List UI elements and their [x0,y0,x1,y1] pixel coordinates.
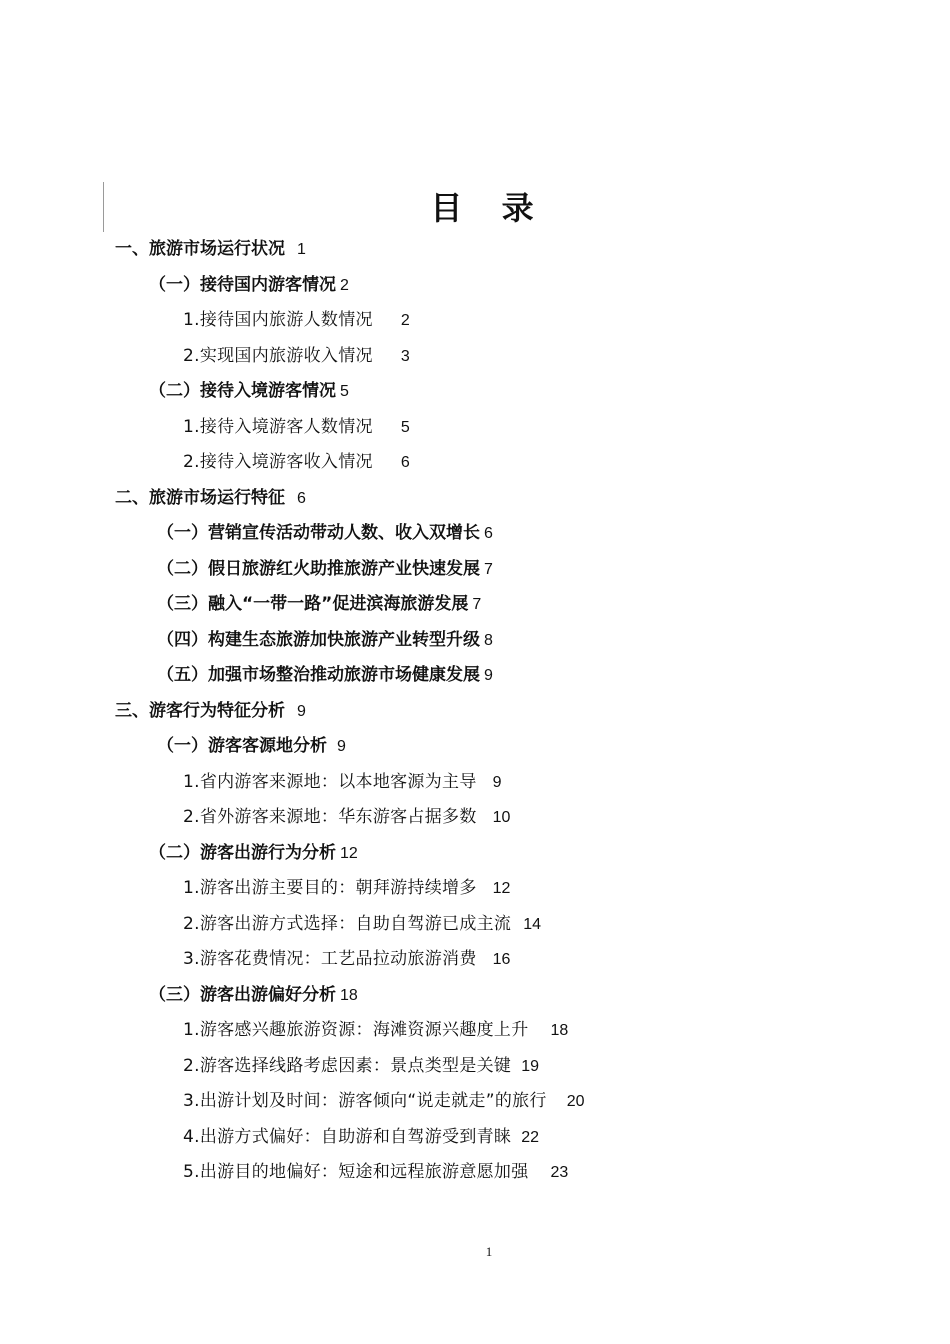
toc-entry-page: 9 [297,702,306,720]
toc-entry-page: 14 [523,915,542,933]
toc-entry-label: 1.接待国内旅游人数情况 [183,310,373,330]
toc-entry-label: 三、游客行为特征分析 [115,700,285,721]
toc-entry-page: 6 [297,489,306,507]
toc-entry-label: 一、旅游市场运行状况 [115,239,285,259]
toc-entry-label: 2.接待入境游客收入情况 [183,452,373,472]
toc-entry-label: 3.游客花费情况：工艺品拉动旅游消费 [183,949,477,969]
toc-entry-section-2[interactable] [0,481,950,517]
toc-entry-section-1-2-2[interactable] [0,445,950,481]
toc-entry-section-2-5[interactable] [0,658,950,694]
toc-entry-section-2-3[interactable] [0,587,950,623]
toc-entry-label: 3.出游计划及时间：游客倾向“说走就走”的旅行 [183,1091,547,1111]
toc-entry-page: 18 [340,986,358,1004]
toc-entry-section-3-2[interactable] [0,836,950,872]
toc-entry-section-3-3-5[interactable] [0,1155,950,1191]
toc-entry-page: 5 [400,418,410,436]
toc-entry-section-1[interactable] [0,232,950,268]
toc-entry-section-2-2[interactable] [0,552,950,588]
toc-entry-page: 8 [484,631,493,649]
toc-entry-label: 5.出游目的地偏好：短途和远程旅游意愿加强 [183,1162,529,1182]
toc-entry-page: 10 [492,809,511,826]
toc-entry-section-1-1[interactable] [0,268,950,304]
toc-entry-section-1-2-1[interactable] [0,410,950,446]
toc-entry-section-3-3-1[interactable] [0,1013,950,1049]
toc-entry-section-3-2-1[interactable] [0,871,950,907]
toc-title: 目 录 [430,189,548,227]
toc-entry-section-3-2-3[interactable] [0,942,950,978]
toc-entry-section-3-3-4[interactable] [0,1120,950,1156]
toc-entry-page: 6 [484,525,493,542]
toc-entry-section-3-1-1[interactable] [0,765,950,801]
toc-entry-label: 1.省内游客来源地：以本地客源为主导 [183,771,477,792]
toc-entry-section-3-3[interactable] [0,978,950,1014]
toc-entry-page: 1 [297,241,306,258]
toc-entry-page: 22 [521,1128,540,1146]
toc-entry-section-2-4[interactable] [0,623,950,659]
toc-entry-section-3-3-3[interactable] [0,1084,950,1120]
toc-entry-section-1-1-1[interactable] [0,303,950,339]
toc-entry-label: 2.实现国内旅游收入情况 [183,345,373,366]
toc-entry-section-3-1-2[interactable] [0,800,950,836]
toc-entry-page: 12 [340,844,358,862]
toc-entry-page: 7 [484,560,493,578]
toc-entry-section-1-2[interactable] [0,374,950,410]
footer-page-number: 1 [485,1244,493,1259]
toc-entry-label: 1.游客感兴趣旅游资源：海滩资源兴趣度上升 [183,1020,529,1040]
toc-entry-section-3-1[interactable] [0,729,950,765]
toc-entry-label: （二）接待入境游客情况 [149,381,336,401]
toc-entry-label: 4.出游方式偏好：自助游和自驾游受到青睐 [183,1126,512,1147]
toc-entry-page: 9 [337,738,346,755]
toc-entry-label: （二）假日旅游红火助推旅游产业快速发展 [157,558,480,579]
toc-entry-label: （一）接待国内游客情况 [149,274,336,295]
toc-entry-section-3[interactable] [0,694,950,730]
toc-entry-label: （三）游客出游偏好分析 [149,984,336,1005]
toc-entry-page: 9 [492,773,502,791]
toc-entry-label: 2.游客出游方式选择：自助自驾游已成主流 [183,913,512,934]
toc-entry-page: 2 [340,276,349,294]
toc-entry-page: 23 [550,1164,569,1181]
toc-entry-page: 2 [400,312,410,329]
toc-entry-section-3-3-2[interactable] [0,1049,950,1085]
toc-entry-page: 12 [492,880,511,897]
toc-entry-label: 1.接待入境游客人数情况 [183,416,373,437]
toc-entry-label: 二、旅游市场运行特征 [115,487,285,508]
toc-entry-label: （一）营销宣传活动带动人数、收入双增长 [157,523,480,543]
toc-entry-page: 16 [492,951,511,968]
toc-entry-label: （二）游客出游行为分析 [149,842,336,863]
table-of-contents [0,232,950,1191]
toc-entry-section-2-1[interactable] [0,516,950,552]
toc-entry-page: 9 [484,667,493,684]
toc-entry-page: 6 [400,454,410,471]
toc-entry-page: 5 [340,383,349,400]
toc-entry-page: 19 [521,1057,540,1075]
toc-entry-label: （三）融入“一带一路”促进滨海旅游发展 [157,594,469,614]
toc-entry-section-1-1-2[interactable] [0,339,950,375]
toc-entry-page: 18 [550,1022,569,1039]
toc-entry-label: （四）构建生态旅游加快旅游产业转型升级 [157,629,480,650]
toc-entry-label: （五）加强市场整治推动旅游市场健康发展 [157,665,480,685]
toc-entry-label: （一）游客客源地分析 [157,736,327,756]
toc-entry-page: 7 [472,596,482,613]
toc-entry-label: 2.游客选择线路考虑因素：景点类型是关键 [183,1055,512,1076]
toc-entry-label: 2.省外游客来源地：华东游客占据多数 [183,807,477,827]
toc-entry-section-3-2-2[interactable] [0,907,950,943]
toc-entry-label: 1.游客出游主要目的：朝拜游持续增多 [183,878,477,898]
toc-entry-page: 20 [566,1093,585,1110]
toc-entry-page: 3 [400,347,410,365]
